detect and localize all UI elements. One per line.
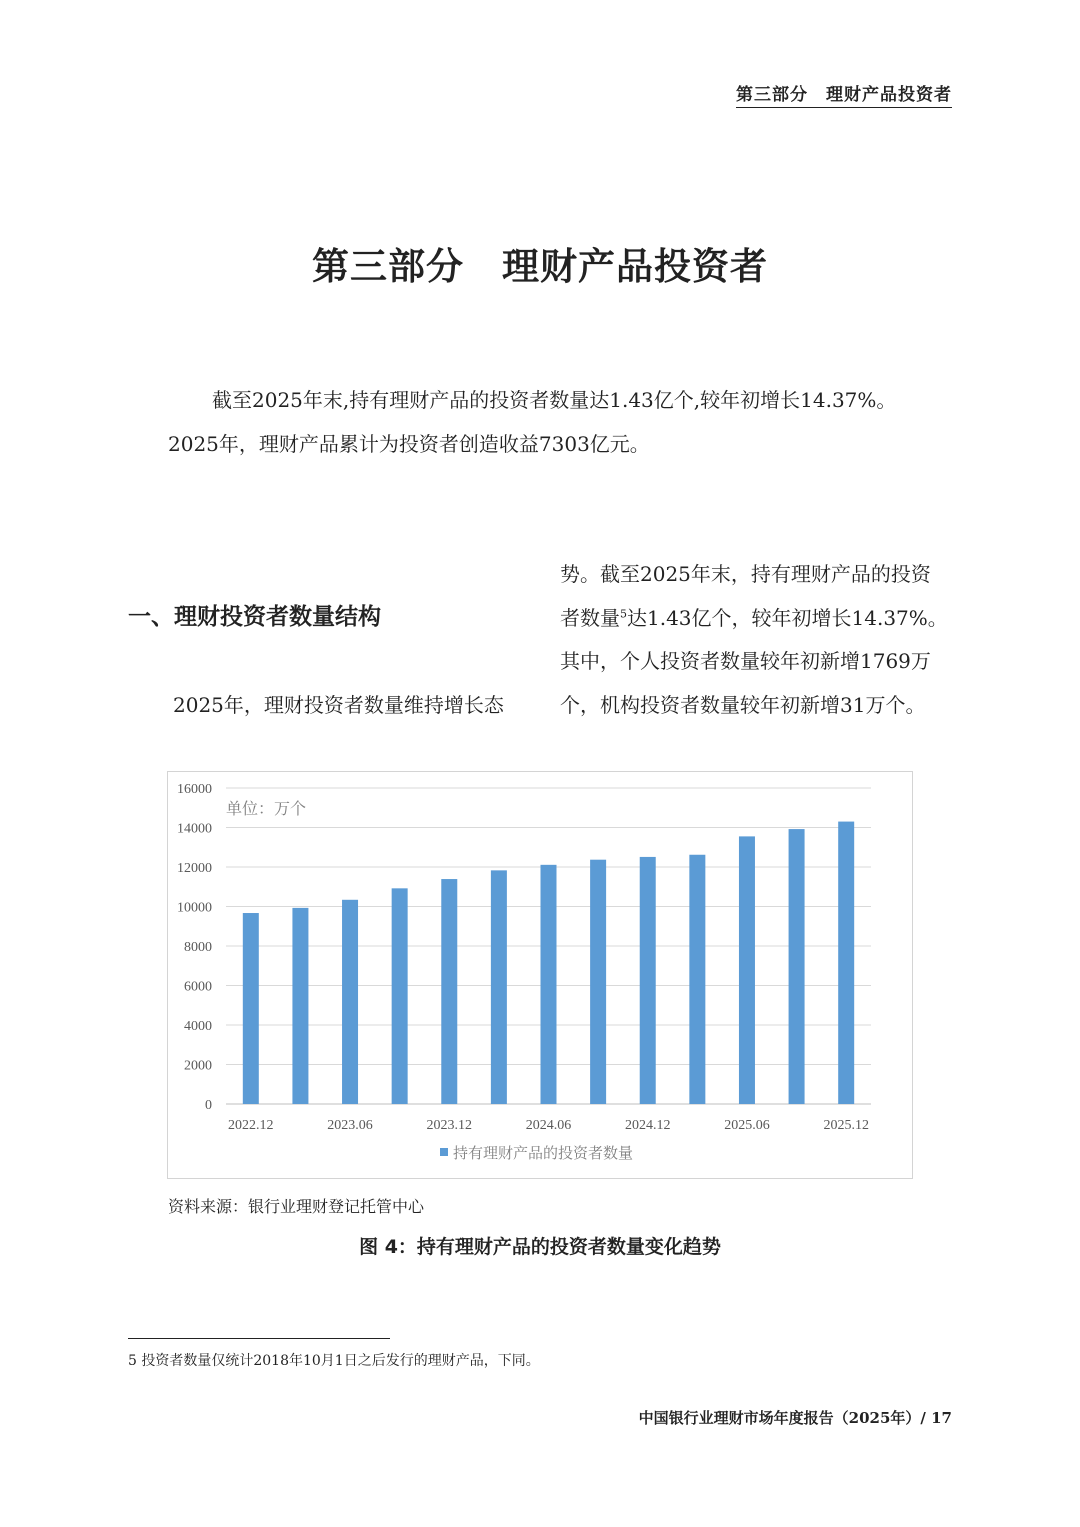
y-tick-label: 16000 (177, 782, 212, 797)
unit-label: 单位：万个 (226, 799, 307, 818)
y-tick-label: 10000 (177, 900, 212, 916)
y-tick-label: 8000 (184, 940, 212, 955)
y-tick-label: 4000 (184, 1019, 212, 1034)
bar (392, 888, 408, 1104)
bar (441, 879, 457, 1104)
bar (590, 860, 606, 1104)
x-tick-label: 2022.12 (228, 1118, 274, 1133)
bar (491, 870, 507, 1104)
y-tick-label: 0 (205, 1098, 212, 1113)
x-tick-label: 2024.12 (624, 1118, 671, 1133)
bar (838, 822, 854, 1104)
footnote-divider (128, 1338, 390, 1339)
left-column-text: 2025年，理财投资者数量维持增长态 (173, 693, 504, 717)
source-note: 资料来源：银行业理财登记托管中心 (168, 1197, 425, 1216)
right-column-line-1: 势。截至2025年末，持有理财产品的投资 (560, 562, 931, 586)
y-tick-label: 12000 (177, 861, 212, 876)
right-column-line-3: 其中，个人投资者数量较年初新增1769万 (560, 649, 931, 673)
x-tick-label: 2024.06 (525, 1118, 572, 1133)
bar (689, 855, 705, 1104)
bar (342, 900, 358, 1104)
x-tick-label: 2023.06 (327, 1118, 373, 1133)
figure-caption: 图 4：持有理财产品的投资者数量变化趋势 (359, 1236, 721, 1258)
y-tick-label: 2000 (184, 1058, 212, 1074)
legend-label: 持有理财产品的投资者数量 (453, 1144, 634, 1162)
bar (640, 857, 656, 1104)
footnote-reference: 5 (620, 607, 627, 621)
x-tick-label: 2025.12 (823, 1118, 869, 1133)
part-title: 第三部分 理财产品投资者 (312, 245, 768, 288)
intro-paragraph-line-2: 2025年，理财产品累计为投资者创造收益7303亿元。 (168, 432, 650, 456)
bar (243, 913, 259, 1104)
y-tick-label: 6000 (184, 979, 212, 995)
page-footer: 中国银行业理财市场年度报告（2025年）/ 17 (638, 1409, 952, 1427)
chart-canvas (168, 772, 912, 1178)
right-column-line-2-after: 达1.43亿个，较年初增长14.37%。 (627, 606, 948, 630)
right-column-line-2-before: 者数量 (560, 606, 620, 630)
x-tick-label: 2023.12 (426, 1118, 473, 1133)
bar (541, 865, 557, 1104)
intro-paragraph-line-1: 截至2025年末,持有理财产品的投资者数量达1.43亿个,较年初增长14.37%。 (212, 388, 897, 412)
footnote: 5 投资者数量仅统计2018年10月1日之后发行的理财产品，下同。 (128, 1353, 540, 1369)
section-heading: 一、理财投资者数量结构 (128, 604, 381, 630)
bar (789, 829, 805, 1104)
bar (292, 908, 308, 1104)
right-column-line-2 (560, 596, 948, 640)
running-header: 第三部分 理财产品投资者 (736, 80, 952, 108)
bar (739, 836, 755, 1104)
investor-count-chart (167, 771, 913, 1179)
right-column-line-4: 个，机构投资者数量较年初新增31万个。 (560, 693, 926, 717)
legend-swatch (440, 1148, 448, 1156)
x-tick-label: 2025.06 (724, 1118, 770, 1133)
y-tick-label: 14000 (177, 821, 212, 837)
